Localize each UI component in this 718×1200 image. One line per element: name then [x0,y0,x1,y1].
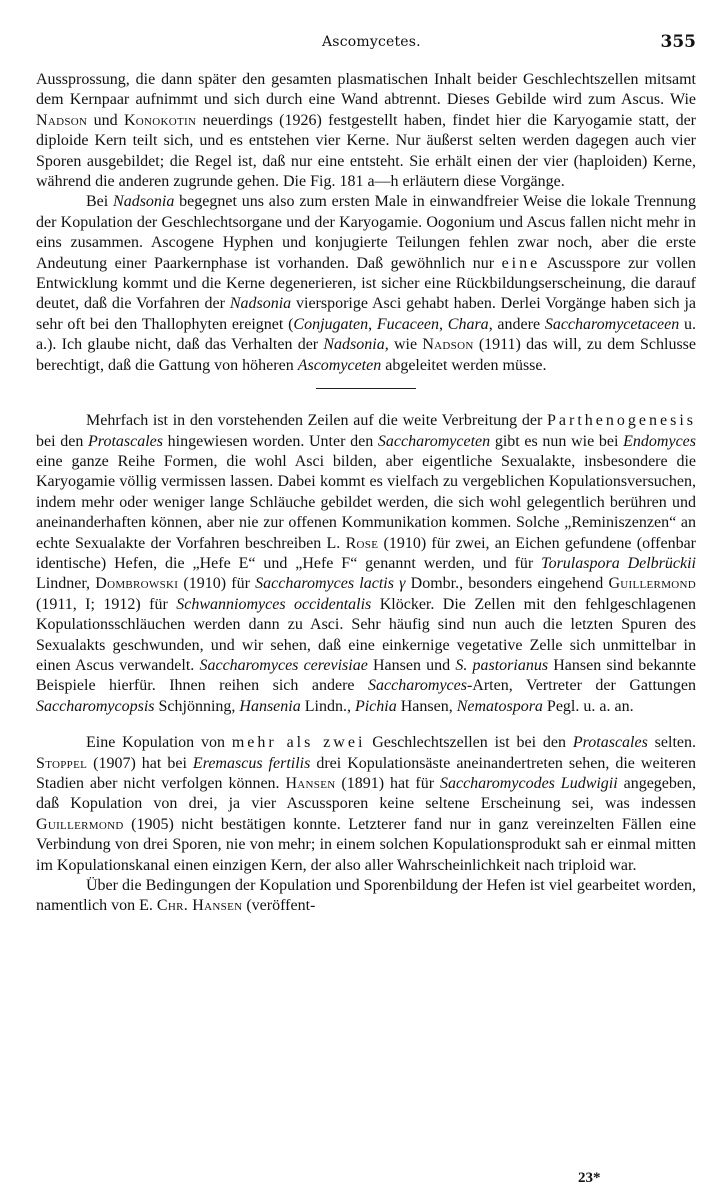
text-run: und [87,111,124,129]
text-run: viersporige Asci gehabt haben. Derlei Vorgänge haben sich ja sehr oft bei den Thallophyten ereignet ( [36,295,697,333]
author-name: Konokotin [123,111,197,129]
running-header [0,34,718,56]
emphasis-spaced: mehr als zwei [231,734,366,752]
text-run: Pegl. u. a. an. [542,697,634,715]
text-run: Hansen, [396,697,457,715]
text-run: (veröffent- [242,897,316,915]
text-run: (1907) hat bei [87,754,193,772]
text-run: Mehrfach ist in den vorstehenden Zeilen auf die weite Verbreitung der [86,412,548,430]
body-text [36,70,696,917]
italic-term: Conjugaten [293,315,369,333]
text-run: neuerdings (1926) festgestellt haben, findet hier die Karyogamie statt, der diploide Kern teilt sich, und es entstehen vier Kerne. Nur äußerst selten werden dagegen auch vier Sporen ausgebildet; die Regel ist, daß nur eine entsteht. Sie erhält einen der vier (haploiden) Kerne, während die anderen zugrunde gehen. Die Fig. 181 a—h erläutern diese Vorgänge. [36,111,697,191]
italic-term: Protascales [572,734,648,752]
italic-term: Nematospora [456,697,543,715]
paragraph [36,411,696,717]
author-name: Nadson [422,336,474,354]
paragraph [36,733,696,876]
text-run: -Arten, Vertreter der Gattungen [466,677,696,695]
italic-term: Saccharomyceten [377,432,491,450]
paragraph [36,192,696,376]
text-run: Dombr., besonders eingehend [405,575,609,593]
section-gap [36,717,696,733]
author-name: Chr. Hansen [156,897,243,915]
text-run: (1911, I; 1912) für [36,595,177,613]
text-run: gibt es nun wie bei [490,432,624,450]
italic-term: Nadsonia [323,336,385,354]
text-run: Über die Bedingungen der Kopulation und Sporenbildung der Hefen ist viel gearbeitet worden, namentlich von E. [36,877,696,915]
text-run: bei den [36,432,89,450]
text-run: Lindn., [300,697,355,715]
text-run: Geschlechtszellen ist bei den [365,734,573,752]
text-run: selten. [647,734,696,752]
page-number: 355 [660,32,696,52]
author-name: Stoppel [36,754,88,772]
text-run: Hansen sind bekannte Beispiele hierfür. Ihnen reihen sich andere [36,656,696,695]
text-run: , wie [384,336,423,354]
emphasis-spaced: Parthenogenesis [547,412,696,430]
text-run: abgeleitet werden müsse. [381,356,547,374]
italic-term: S. pastorianus [455,656,549,674]
italic-term: Pichia [354,697,397,715]
italic-term: Saccharomycetaceen [544,315,680,333]
author-name: Guillermond [36,815,124,833]
italic-term: Saccharomyces lactis γ [255,575,406,593]
section-divider [316,388,416,389]
text-run: Bei [86,193,114,211]
emphasis-spaced: eine [501,254,541,272]
italic-term: Schwanniomyces occidentalis [176,595,372,613]
text-run: angegeben, daß Kopulation von drei, ja vier Ascussporen keine seltene Erscheinung sei, was indessen [36,775,697,813]
text-run: u. a.). Ich glaube nicht, daß das Verhalten der [36,315,697,354]
italic-term: Eremascus fertilis [192,754,311,772]
text-run: eine ganze Reihe Formen, die wohl Asci bilden, aber eigentliche Sexualakte, insbesondere die Karyogamie völlig vermissen lassen. Dabei kommt es vielfach zu vergeblichen Kopulationsversuchen, indem mehr oder weniger lange Schläuche gebildet werden, die sich wohl gelegentlich berühren und aneinanderhaften können, aber nie zur offenen Kommunikation kommen. Solche „Reminiszenzen“ an echte Sexualakte der Vorfahren beschreiben L. [36,452,696,552]
text-run: , [439,315,448,333]
text-run: hingewiesen worden. Unter den [162,432,378,450]
text-run: Lindner, [36,575,96,593]
italic-term: Nadsonia [229,295,292,313]
author-name: Hansen [285,775,336,792]
text-run: (1910) für [178,575,256,593]
signature-mark: 23* [578,1170,601,1186]
italic-term: Endomyces [623,432,696,450]
running-title: Ascomycetes. [322,34,421,50]
paragraph [36,70,696,192]
text-run: (1910) für zwei, an Eichen gefundene (offenbar identische) Hefen, die „Hefe E“ und „Hefe F“ genannt werden, und für [36,534,696,572]
italic-term: Saccharomyces [368,677,467,695]
text-run: (1905) nicht bestätigen konnte. Letzterer fand nur in ganz vereinzelten Fällen eine Verbindung von drei Sporen, nie von mehr; in einem solchen Kopulationsprodukt sah er einmal mitten im Kopulationskanal einen einzigen Kern, der also aller Wahrscheinlichkeit nach triploid war. [36,815,696,874]
text-run: Aussprossung, die dann später den gesamten plasmatischen Inhalt beider Geschlechtszellen mitsamt dem Kernpaar aufnimmt und sich durch eine Wand abtrennt. Dieses Gebilde wird zum Ascus. Wie [36,71,696,109]
author-name: Dombrowski [95,575,179,593]
text-run: (1911) das will, zu dem Schlusse berechtigt, daß die Gattung von höheren [36,336,697,374]
italic-term: Ascomyceten [297,356,382,374]
author-name: Rose [345,534,379,552]
italic-term: Hansenia [239,697,301,715]
italic-term: Saccharomycopsis [36,697,155,715]
text-run: begegnet uns also zum ersten Male in einwandfreier Weise die lokale Trennung der Kopulation der Geschlechtsorgane und der Karyogamie. Oogonium und Ascus fallen nicht mehr in eins zusammen. Ascogene Hyphen und konjugierte Teilungen fehlen zwar noch, aber die erste Andeutung einer Paarkernphase ist vorhanden. Daß gewöhnlich nur [36,193,697,272]
text-run: Klöcker. Die Zellen mit den fehlgeschlagenen Kopulationsschläuchen werden dann zu Asci. Sehr häufig sind nun auch die letzten Spuren des Sexualakts geschwunden, und wir sehen, daß eine einkernige vegetative Zelle sich unmittelbar in einen Ascus verwandelt. [36,595,697,674]
italic-term: Saccharomyces cerevisiae [199,656,368,674]
text-run: Hansen und [367,656,456,674]
text-run: , andere [488,315,545,333]
italic-term: Protascales [88,432,163,450]
author-name: Guillermond [608,575,697,593]
text-run: (1891) hat für [335,775,440,792]
text-run: , [368,315,377,333]
italic-term: Torulaspora Delbrückii [541,554,697,572]
text-run: Ascusspore zur vollen Entwicklung kommt und die Kerne degenerieren, ist sicher eine Rückbildungserscheinung, die darauf deutet, daß die Vorfahren der [36,254,696,313]
paragraph [36,876,696,917]
italic-term: Saccharomycodes Ludwigii [439,775,618,792]
text-run: Eine Kopulation von [86,734,232,752]
italic-term: Nadsonia [113,193,175,211]
italic-term: Fucaceen [376,315,440,333]
text-run: Schjönning, [154,697,240,715]
text-run: drei Kopulationsäste aneinandertreten sehen, die weiteren Stadien aber nicht verfolgen können. [36,754,696,792]
italic-term: Chara [447,315,489,333]
author-name: Nadson [36,111,88,129]
